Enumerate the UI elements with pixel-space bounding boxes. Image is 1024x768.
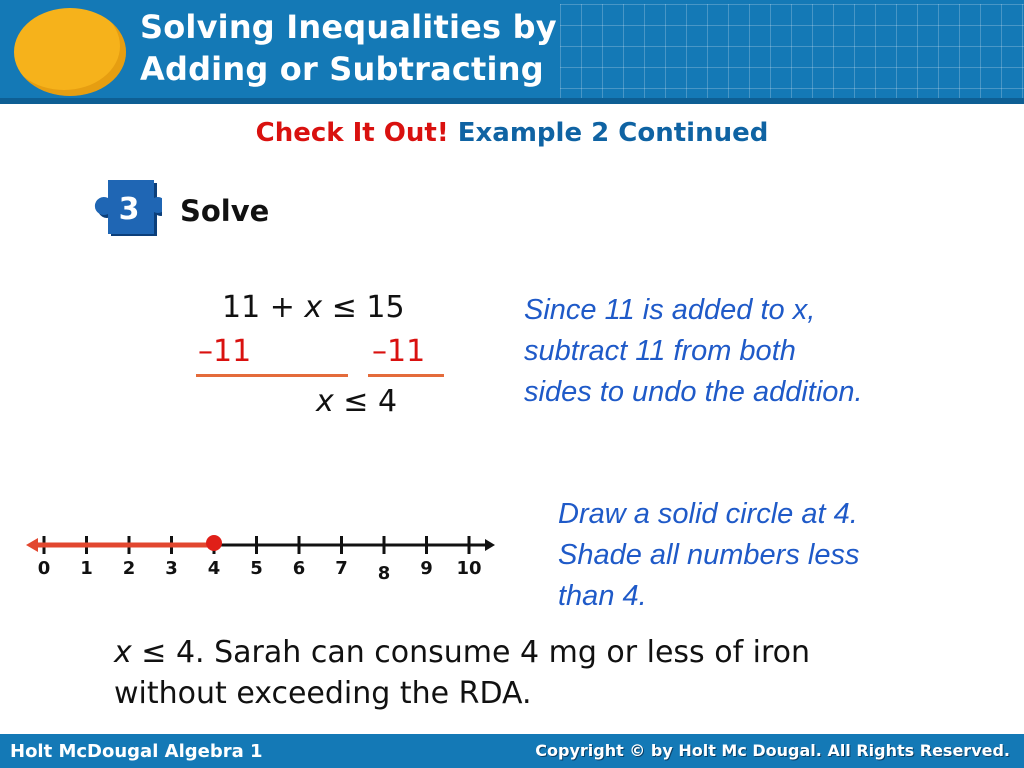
puzzle-piece-icon	[88, 176, 162, 236]
subtitle-check-it-out: Check It Out!	[255, 118, 449, 148]
number-line-label: 5	[250, 558, 263, 579]
result-variable: x	[316, 384, 334, 419]
note1-line-3: sides to undo the addition.	[524, 376, 863, 408]
title-line-2: Adding or Subtracting	[140, 50, 544, 88]
note-graph	[558, 494, 859, 617]
number-line-label: 7	[335, 558, 348, 579]
note2-line-2: Shade all numbers less	[558, 539, 860, 571]
number-line-label: 3	[165, 558, 178, 579]
conclusion-line-1	[114, 632, 810, 673]
header-grid-pattern	[560, 4, 1024, 104]
subtitle-example: Example 2 Continued	[457, 118, 769, 148]
note1-line-1: Since 11 is added to x,	[524, 294, 816, 326]
subtitle	[0, 118, 1024, 148]
eq1-right: ≤ 15	[322, 290, 405, 325]
conclusion-line-2: without exceeding the RDA.	[114, 676, 532, 711]
header-bar	[0, 0, 1024, 104]
conclusion-variable: x	[114, 635, 132, 670]
note2-line-3: than 4.	[558, 580, 647, 612]
subtract-right: –11	[372, 334, 426, 369]
title-line-1: Solving Inequalities by	[140, 8, 557, 46]
number-line-label: 9	[420, 558, 433, 579]
conclusion-line-1-rest: ≤ 4. Sarah can consume 4 mg or less of iron	[131, 635, 811, 670]
eq1-variable: x	[304, 290, 323, 325]
result-line	[316, 384, 397, 419]
number-line-label: 2	[122, 558, 136, 579]
conclusion-text	[114, 632, 810, 714]
number-line-label: 0	[37, 558, 51, 579]
subtract-left: –11	[198, 334, 252, 369]
number-line-label: 6	[292, 558, 306, 579]
note-subtract	[524, 290, 863, 413]
number-line	[22, 528, 502, 588]
step-label: Solve	[180, 194, 270, 228]
eq1-left: 11 +	[222, 290, 305, 325]
result-rest: ≤ 4	[333, 384, 398, 419]
note2-line-1: Draw a solid circle at 4.	[558, 498, 858, 530]
underline-left	[196, 374, 348, 377]
page-title	[140, 6, 557, 90]
number-line-arrow-right	[485, 539, 495, 551]
underline-right	[368, 374, 444, 377]
number-line-labels	[38, 558, 482, 584]
footer-copyright: Copyright © by Holt Mc Dougal. All Rights Reserved.	[535, 741, 1010, 760]
number-line-label: 8	[377, 563, 391, 584]
solid-circle-point	[206, 535, 222, 551]
step-number: 3	[118, 192, 140, 227]
footer-course: Holt McDougal Algebra 1	[10, 741, 263, 762]
number-line-arrow-left	[26, 538, 38, 552]
number-line-label: 1	[80, 558, 93, 579]
note1-line-2: subtract 11 from both	[524, 335, 796, 367]
logo-oval-icon	[14, 8, 126, 96]
equation-line-1	[222, 290, 405, 325]
header-underline	[0, 98, 1024, 104]
number-line-label: 10	[456, 558, 482, 579]
number-line-label: 4	[207, 558, 221, 579]
footer-bar	[0, 734, 1024, 768]
